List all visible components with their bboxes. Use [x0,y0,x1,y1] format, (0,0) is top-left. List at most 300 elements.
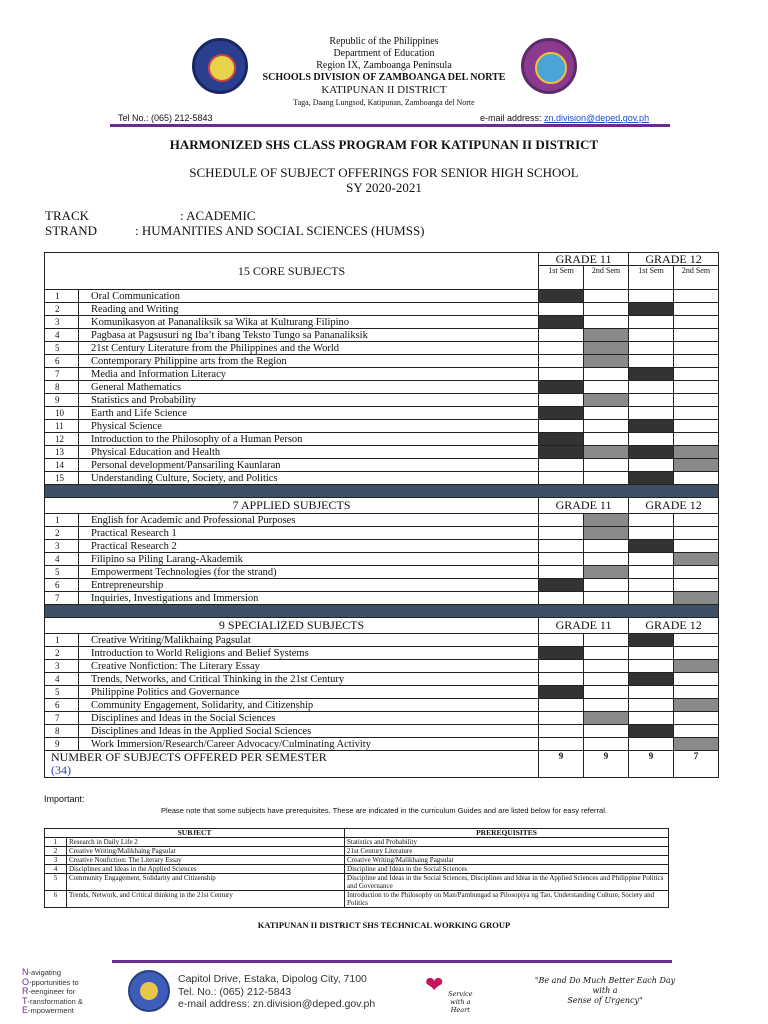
semester-cell [674,407,719,420]
semester-cell [674,303,719,316]
subject-number: 1 [45,634,79,647]
prereq-requirement: 21st Century Literature [345,847,669,856]
subject-row [45,514,719,527]
prereq-subject: Trends, Network, and Critical thinking in the 21st Century [67,891,345,908]
subject-number: 9 [45,394,79,407]
subject-name: Introduction to World Religions and Belief Systems [79,647,539,660]
technical-working-group: KATIPUNAN II DISTRICT SHS TECHNICAL WORKING GROUP [257,920,511,930]
subject-name: Trends, Networks, and Critical Thinking in the 21st Century [79,673,539,686]
semester-cell [629,592,674,605]
semester-cell [584,433,629,446]
subject-row [45,316,719,329]
semester-cell [674,634,719,647]
semester-cell [539,738,584,751]
subject-number: 5 [45,342,79,355]
semester-cell [629,660,674,673]
prereq-row [45,891,669,908]
totals-label-cell [45,751,539,778]
heart-text-1: Service [448,990,473,998]
section-header-row [45,618,719,634]
semester-cell [584,660,629,673]
semester-header: 1st Sem [539,266,584,290]
acronym-letter: N [22,967,29,977]
semester-cell [629,355,674,368]
semester-cell [629,553,674,566]
semester-offered-cell [674,459,719,472]
subject-number: 7 [45,368,79,381]
subject-row [45,420,719,433]
subject-row [45,553,719,566]
subject-name: Physical Science [79,420,539,433]
semester-offered-cell [539,433,584,446]
subject-name: Disciplines and Ideas in the Applied Social Sciences [79,725,539,738]
section-separator [45,605,719,618]
semester-cell [674,673,719,686]
semester-cell [629,329,674,342]
semester-cell [584,634,629,647]
acronym-word: -pportunities to [29,977,79,987]
semester-offered-cell [629,725,674,738]
acronym-letter: T [22,995,28,1006]
subject-row [45,673,719,686]
semester-header: 2nd Sem [674,266,719,290]
semester-cell [584,647,629,660]
subject-name: Creative Writing/Malikhaing Pagsulat [79,634,539,647]
semester-cell [584,381,629,394]
prereq-row [45,856,669,865]
semester-cell [584,579,629,592]
semester-cell [584,738,629,751]
prereq-row [45,847,669,856]
semester-cell [629,566,674,579]
grade-12-header: GRADE 12 [629,498,719,514]
semester-cell [584,290,629,303]
subject-number: 4 [45,329,79,342]
acronym-line [22,987,83,997]
subject-name: Pagbasa at Pagsusuri ng Iba’t ibang Teksto Tungo sa Pananaliksik [79,329,539,342]
semester-cell [584,699,629,712]
subject-row [45,647,719,660]
header-tel: Tel No.: (065) 212-5843 [118,113,213,123]
prereq-requirement: Creative Writing/Malikhaing Pagsulat [345,856,669,865]
grade-11-header: GRADE 11 [539,253,629,266]
prereq-subject: Research in Daily Life 2 [67,838,345,847]
subject-number: 7 [45,712,79,725]
footer-divider [112,960,672,963]
subject-number: 15 [45,472,79,485]
semester-offered-cell [539,446,584,459]
strand-value: : HUMANITIES AND SOCIAL SCIENCES (HUMSS) [135,223,425,238]
semester-cell [629,738,674,751]
subject-number: 10 [45,407,79,420]
semester-cell [629,433,674,446]
semester-cell [674,433,719,446]
subject-number: 11 [45,420,79,433]
semester-offered-cell [629,472,674,485]
prereq-number: 1 [45,838,67,847]
prereq-number: 6 [45,891,67,908]
subject-row [45,290,719,303]
acronym-word: -ransformation & [27,996,83,1006]
semester-cell [674,472,719,485]
subject-number: 7 [45,592,79,605]
email-link[interactable]: zn.division@deped.gov.ph [544,113,650,123]
subject-name: 21st Century Literature from the Philippines and the World [79,342,539,355]
subject-name: Personal development/Pansariling Kaunlaran [79,459,539,472]
semester-cell [674,514,719,527]
semester-cell [539,660,584,673]
header-district: KATIPUNAN II DISTRICT [321,84,447,96]
section-header-row [45,253,719,266]
subject-row [45,394,719,407]
subject-number: 4 [45,553,79,566]
acronym-line [22,997,83,1007]
prereq-subject: Creative Writing/Malikhaing Pagsulat [67,847,345,856]
semester-cell [629,579,674,592]
subtitle-line1: SCHEDULE OF SUBJECT OFFERINGS FOR SENIOR HIGH SCHOOL [189,165,579,180]
semester-offered-cell [584,566,629,579]
footer-tel: Tel. No.: (065) 212-5843 [178,985,292,998]
subject-name: General Mathematics [79,381,539,394]
subject-number: 13 [45,446,79,459]
subject-row [45,566,719,579]
semester-offered-cell [674,699,719,712]
subject-number: 2 [45,303,79,316]
prereq-row [45,838,669,847]
subject-row [45,579,719,592]
subject-row [45,368,719,381]
semester-cell [629,407,674,420]
prereq-requirement: Statistics and Probability [345,838,669,847]
semester-offered-cell [539,686,584,699]
semester-cell [674,540,719,553]
subject-number: 6 [45,699,79,712]
section-title: 9 SPECIALIZED SUBJECTS [45,618,539,634]
separator-bar [45,605,719,618]
semester-cell [584,316,629,329]
semester-offered-cell [539,316,584,329]
semester-cell [629,381,674,394]
footer-seal-logo [128,970,170,1012]
subject-number: 3 [45,540,79,553]
semester-cell [629,699,674,712]
footer-address: Capitol Drive, Estaka, Dipolog City, 7100 [178,973,367,985]
semester-offered-cell [629,634,674,647]
subject-name: Entrepreneurship [79,579,539,592]
semester-cell [674,725,719,738]
semester-cell [539,472,584,485]
header-department: Department of Education [333,48,435,59]
subject-row [45,303,719,316]
subject-name: Earth and Life Science [79,407,539,420]
subject-name: Disciplines and Ideas in the Social Sciences [79,712,539,725]
footer-contact [178,973,375,1011]
heart-text-3: Heart [450,1006,470,1014]
semester-cell [539,634,584,647]
subject-number: 2 [45,647,79,660]
motto-line3: Sense of Urgency" [567,996,643,1005]
subject-number: 12 [45,433,79,446]
service-heart-text [448,990,473,1014]
header-region: Region IX, Zamboanga Peninsula [316,60,452,71]
subject-number: 4 [45,673,79,686]
acronym-word: -mpowerment [28,1006,74,1015]
semester-cell [539,514,584,527]
semester-cell [539,725,584,738]
semester-header: 1st Sem [629,266,674,290]
north-acronym [22,968,83,1016]
semester-cell [539,553,584,566]
subject-row [45,660,719,673]
semester-cell [584,686,629,699]
semester-header: 2nd Sem [584,266,629,290]
semester-cell [539,459,584,472]
totals-count: (34) [51,763,71,777]
subject-number: 8 [45,725,79,738]
semester-offered-cell [539,381,584,394]
semester-cell [539,673,584,686]
subject-row [45,433,719,446]
subject-name: Empowerment Technologies (for the strand) [79,566,539,579]
subject-row [45,592,719,605]
subject-name: Understanding Culture, Society, and Politics [79,472,539,485]
semester-cell [539,527,584,540]
semester-cell [629,342,674,355]
semester-offered-cell [629,420,674,433]
heart-text-2: with a [450,998,471,1006]
subject-name: Practical Research 1 [79,527,539,540]
subject-number: 8 [45,381,79,394]
totals-label: NUMBER OF SUBJECTS OFFERED PER SEMESTER [51,750,327,764]
semester-cell [584,420,629,433]
prereq-number: 3 [45,856,67,865]
semester-cell [674,420,719,433]
important-label: Important: [44,794,85,804]
semester-cell [539,394,584,407]
motto-line2: with a [592,986,618,995]
subject-row [45,381,719,394]
subject-number: 6 [45,579,79,592]
subject-row [45,712,719,725]
subject-row [45,686,719,699]
subject-offerings-table [44,252,719,778]
grade-12-header: GRADE 12 [629,618,719,634]
semester-cell [674,355,719,368]
acronym-letter: R [22,986,29,996]
prereq-number: 4 [45,865,67,874]
subject-row [45,634,719,647]
section-title: 7 APPLIED SUBJECTS [45,498,539,514]
subject-number: 5 [45,566,79,579]
subject-name: Community Engagement, Solidarity, and Citizenship [79,699,539,712]
grade-12-header: GRADE 12 [629,253,719,266]
semester-offered-cell [539,290,584,303]
subject-name: Practical Research 2 [79,540,539,553]
subject-name: Reading and Writing [79,303,539,316]
semester-cell [674,712,719,725]
semester-cell [629,316,674,329]
semester-cell [584,592,629,605]
prerequisites-table [44,828,669,908]
semester-cell [584,368,629,381]
semester-cell [539,592,584,605]
semester-offered-cell [584,527,629,540]
semester-offered-cell [584,342,629,355]
semester-cell [584,303,629,316]
email-label: e-mail address: [480,113,545,123]
semester-cell [674,647,719,660]
subject-number: 3 [45,316,79,329]
subject-name: Work Immersion/Research/Career Advocacy/Culminating Activity [79,738,539,751]
semester-cell [674,394,719,407]
subject-number: 1 [45,290,79,303]
document-subtitle [0,165,768,195]
footer-motto [500,976,710,1006]
subject-row [45,446,719,459]
semester-offered-cell [674,553,719,566]
semester-offered-cell [584,329,629,342]
subject-row [45,472,719,485]
semester-cell [539,699,584,712]
strand-label: STRAND [45,223,98,238]
header-address: Taga, Daang Lungsod, Katipunan, Zamboanga del Norte [293,98,475,107]
semester-total: 9 [584,751,629,778]
prereq-requirement: Discipline and Ideas in the Social Sciences [345,865,669,874]
semester-cell [539,540,584,553]
subject-row [45,738,719,751]
acronym-word: -avigating [28,968,62,977]
semester-offered-cell [584,514,629,527]
separator-bar [45,485,719,498]
acronym-letter: O [22,976,30,987]
prereq-subject: Creative Nonfiction: The Literary Essay [67,856,345,865]
acronym-line [22,1006,83,1016]
prereq-head-subject: SUBJECT [45,829,345,838]
semester-offered-cell [674,592,719,605]
subject-name: Filipino sa Piling Larang-Akademik [79,553,539,566]
semester-cell [629,527,674,540]
section-header-row [45,498,719,514]
semester-offered-cell [674,660,719,673]
acronym-line [22,978,83,988]
semester-cell [539,368,584,381]
subject-name: Creative Nonfiction: The Literary Essay [79,660,539,673]
header-division: SCHOOLS DIVISION OF ZAMBOANGA DEL NORTE [262,72,506,83]
semester-offered-cell [584,446,629,459]
semester-cell [629,514,674,527]
important-note: Please note that some subjects have prerequisites. These are indicated in the curriculum Guides and are listed below for easy referral. [161,806,607,815]
semester-offered-cell [539,407,584,420]
semester-cell [584,407,629,420]
semester-cell [629,394,674,407]
subject-name: Oral Communication [79,290,539,303]
prereq-requirement: Introduction to the Philosophy on Man/Pambungad sa Pilosopiya ng Tao, Understanding Culture, Society and Politics [345,891,669,908]
track-label: TRACK [45,208,90,223]
semester-offered-cell [629,540,674,553]
prereq-number: 5 [45,874,67,891]
subject-name: Media and Information Literacy [79,368,539,381]
semester-cell [674,566,719,579]
semester-total: 7 [674,751,719,778]
subject-name: English for Academic and Professional Purposes [79,514,539,527]
subject-number: 1 [45,514,79,527]
subject-name: Physical Education and Health [79,446,539,459]
track-strand [45,208,425,238]
prereq-requirement: Discipline and Ideas in the Social Sciences, Disciplines and Ideas in the Applied Sciences and Philippine Politics and Governance [345,874,669,891]
acronym-letter: E [22,1005,29,1015]
acronym-word: -eengineer for [28,987,76,996]
semester-cell [584,540,629,553]
semester-cell [584,673,629,686]
semester-cell [539,420,584,433]
subject-name: Komunikasyon at Pananaliksik sa Wika at Kulturang Filipino [79,316,539,329]
totals-row [45,751,719,778]
subject-name: Contemporary Philippine arts from the Region [79,355,539,368]
semester-cell [584,553,629,566]
subject-row [45,540,719,553]
subject-row [45,725,719,738]
subject-row [45,342,719,355]
subject-number: 2 [45,527,79,540]
semester-cell [539,355,584,368]
semester-cell [539,329,584,342]
track-row [45,208,425,223]
subject-number: 9 [45,738,79,751]
semester-offered-cell [539,579,584,592]
prereq-head-prereq: PREREQUISITES [345,829,669,838]
subject-row [45,699,719,712]
prereq-row [45,874,669,891]
semester-cell [674,342,719,355]
semester-offered-cell [629,368,674,381]
subject-name: Introduction to the Philosophy of a Human Person [79,433,539,446]
semester-cell [539,566,584,579]
semester-cell [584,472,629,485]
subject-name: Inquiries, Investigations and Immersion [79,592,539,605]
semester-cell [674,290,719,303]
subject-name: Philippine Politics and Governance [79,686,539,699]
semester-cell [674,329,719,342]
semester-cell [674,316,719,329]
semester-cell [629,459,674,472]
semester-cell [674,527,719,540]
subject-number: 14 [45,459,79,472]
semester-cell [539,342,584,355]
prereq-row [45,865,669,874]
semester-cell [629,686,674,699]
header-republic: Republic of the Philippines [329,36,439,47]
header-divider [110,124,670,127]
semester-offered-cell [629,673,674,686]
document-title: HARMONIZED SHS CLASS PROGRAM FOR KATIPUNAN II DISTRICT [169,137,599,152]
subject-row [45,355,719,368]
grade-11-header: GRADE 11 [539,498,629,514]
prereq-header-row [45,829,669,838]
motto-line1: "Be and Do Much Better Each Day [534,976,676,985]
semester-offered-cell [674,738,719,751]
semester-offered-cell [584,712,629,725]
semester-cell [584,725,629,738]
subject-number: 3 [45,660,79,673]
track-value: : ACADEMIC [180,208,256,223]
semester-cell [674,579,719,592]
grade-11-header: GRADE 11 [539,618,629,634]
semester-cell [629,712,674,725]
subject-row [45,459,719,472]
prereq-subject: Community Engagement, Solidarity and Citizenship [67,874,345,891]
semester-cell [674,381,719,394]
semester-offered-cell [674,446,719,459]
